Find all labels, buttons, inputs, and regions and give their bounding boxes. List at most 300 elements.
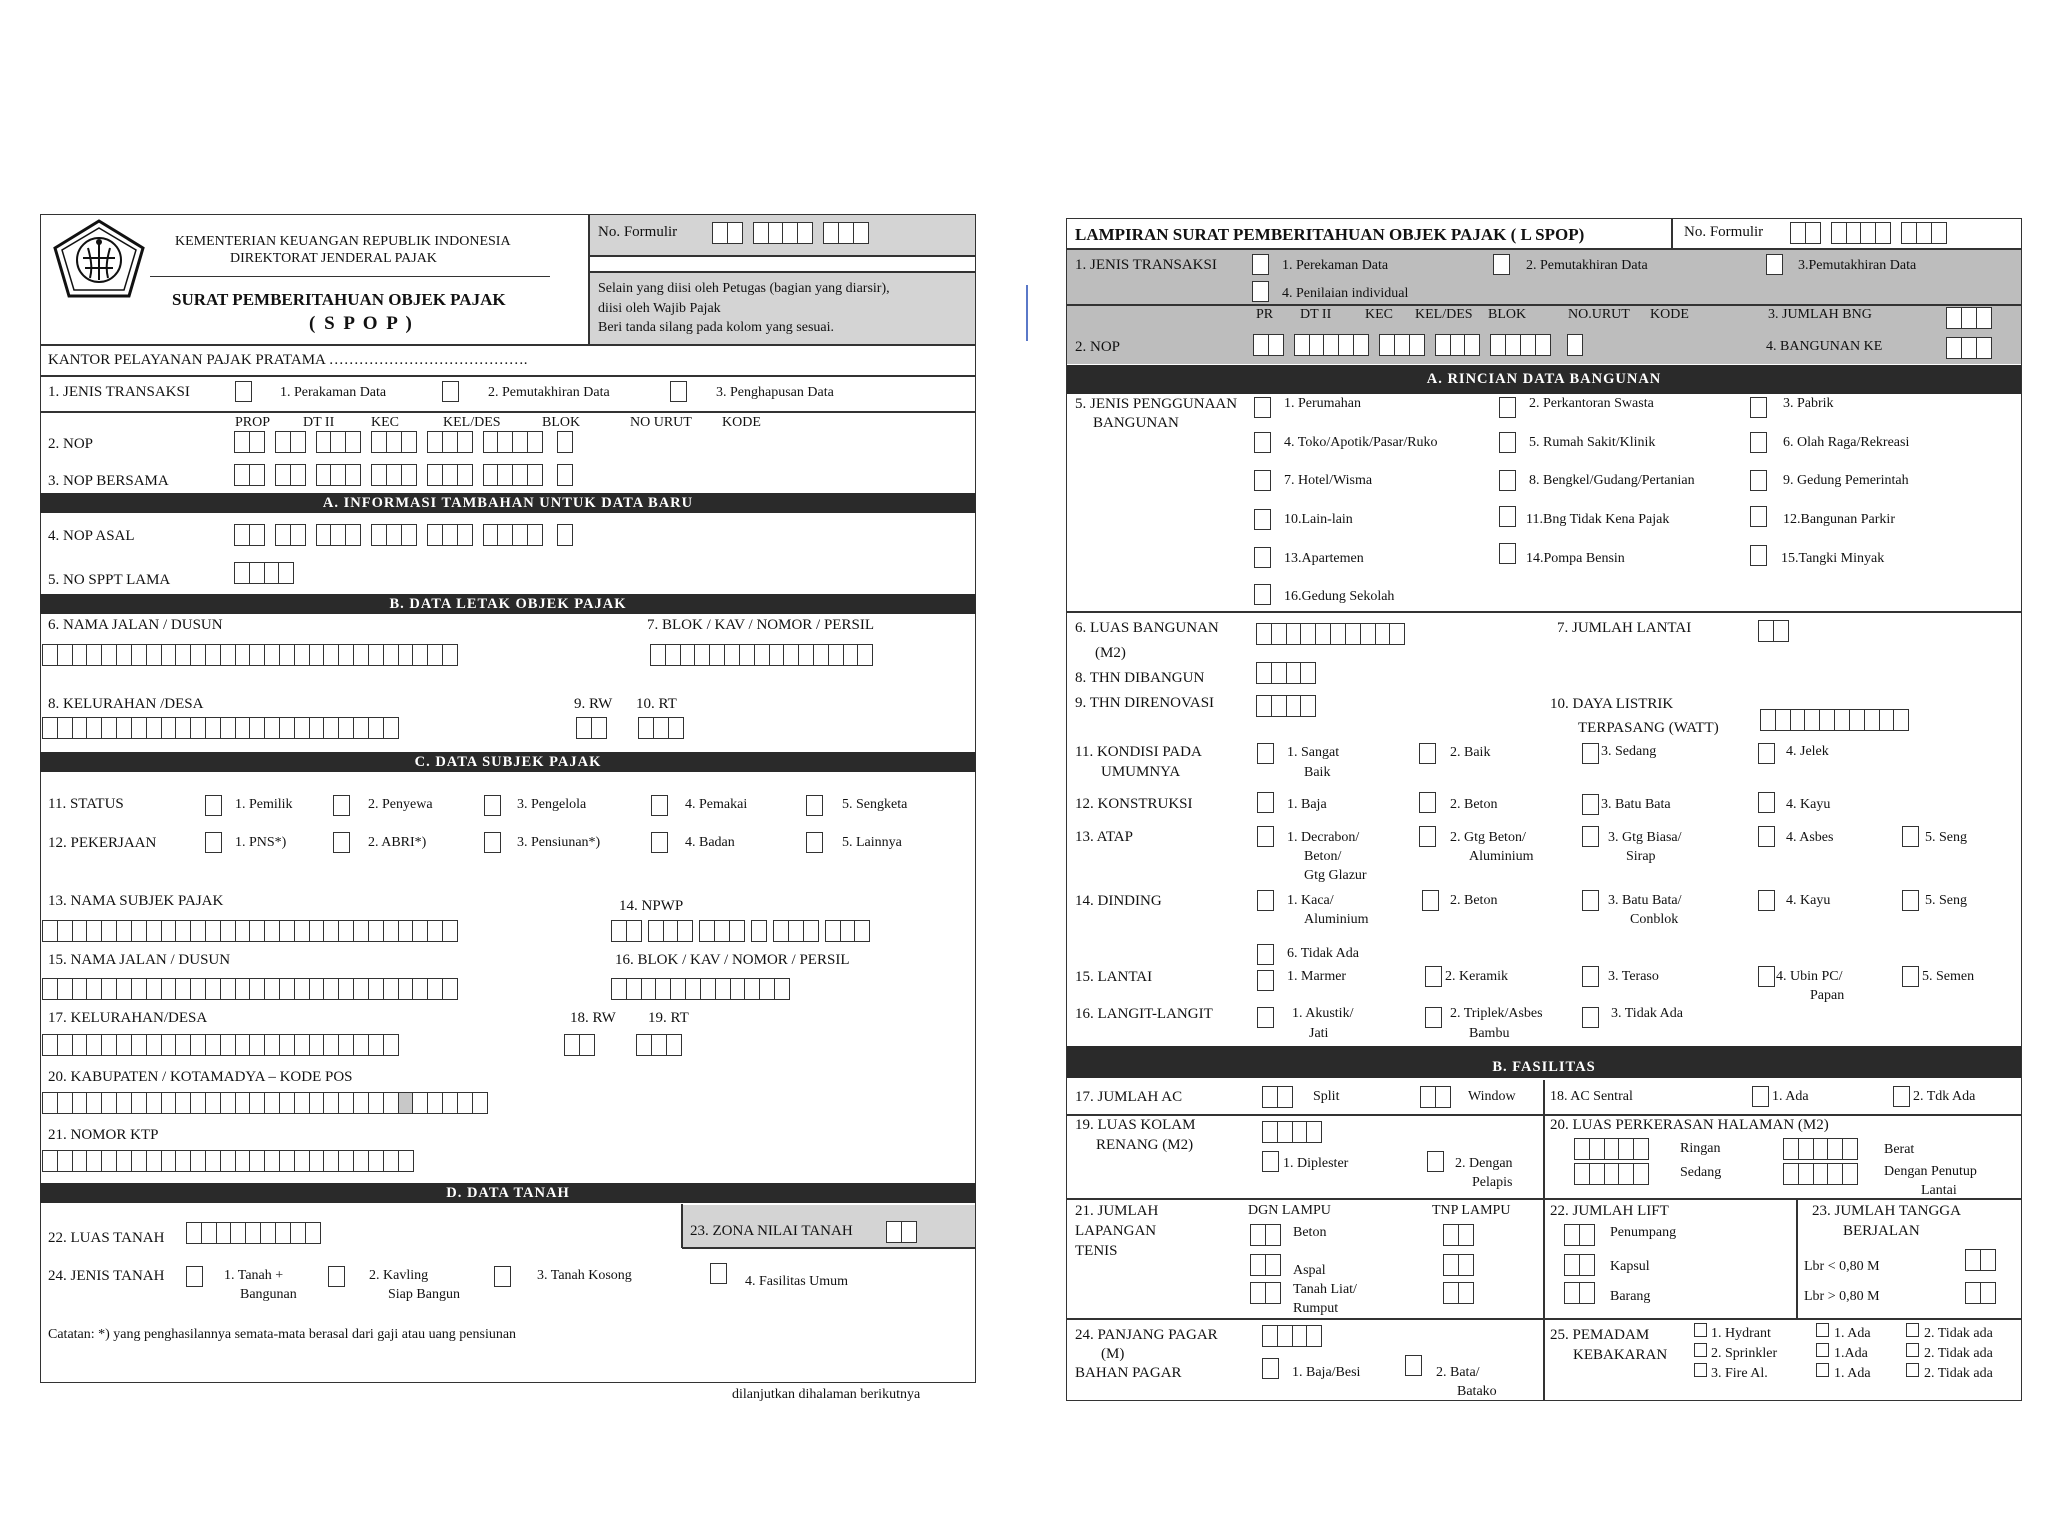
kolam-option-2: 2. Dengan bbox=[1455, 1156, 1513, 1171]
kondisi-option-2: 2. Baik bbox=[1450, 745, 1491, 760]
aspal-label: Aspal bbox=[1293, 1263, 1326, 1278]
pekerjaan-checkbox-2[interactable] bbox=[333, 832, 350, 853]
jp-option-9: 9. Gedung Pemerintah bbox=[1783, 473, 1909, 488]
kelurahan-boxes[interactable] bbox=[42, 717, 399, 739]
luas-bangunan-label: 6. LUAS BANGUNAN bbox=[1075, 620, 1219, 636]
jenis-tanah-checkbox-2[interactable] bbox=[328, 1266, 345, 1287]
jp-option-14: 14.Pompa Bensin bbox=[1526, 551, 1625, 566]
zona-boxes[interactable] bbox=[886, 1221, 917, 1243]
konstruksi-checkbox-1[interactable] bbox=[1257, 792, 1274, 813]
jp-checkbox-3[interactable] bbox=[1750, 397, 1767, 418]
jp-checkbox-10[interactable] bbox=[1254, 509, 1271, 530]
split-label: Split bbox=[1313, 1089, 1340, 1104]
pekerjaan-option-4: 4. Badan bbox=[685, 835, 735, 850]
jp-checkbox-9[interactable] bbox=[1750, 470, 1767, 491]
atap-option-1c: Gtg Glazur bbox=[1304, 868, 1367, 883]
hydrant-ada-label: 1. Ada bbox=[1834, 1326, 1871, 1341]
tenis-label-2: LAPANGAN bbox=[1075, 1223, 1157, 1239]
berat-label: Berat bbox=[1884, 1142, 1915, 1157]
jp-checkbox-14[interactable] bbox=[1499, 543, 1516, 564]
atap-option-1: 1. Decrabon/ bbox=[1287, 830, 1360, 845]
kondisi-checkbox-3[interactable] bbox=[1582, 743, 1599, 764]
sprinkler-label: 2. Sprinkler bbox=[1711, 1346, 1778, 1361]
nop-asal-label: 4. NOP ASAL bbox=[48, 528, 135, 544]
jp-checkbox-2[interactable] bbox=[1499, 397, 1516, 418]
lspop-jt-checkbox-2[interactable] bbox=[1493, 254, 1510, 275]
atap-checkbox-3[interactable] bbox=[1582, 826, 1599, 847]
jenis-tanah-checkbox-4[interactable] bbox=[710, 1263, 727, 1284]
thn-direnovasi-boxes[interactable] bbox=[1256, 695, 1316, 717]
pagar-label: 24. PANJANG PAGAR bbox=[1075, 1327, 1218, 1343]
thn-direnovasi-label: 9. THN DIRENOVASI bbox=[1075, 695, 1215, 711]
nama-jalan-boxes[interactable] bbox=[42, 644, 458, 666]
note-line-2: diisi oleh Wajib Pajak bbox=[598, 301, 721, 316]
kondisi-checkbox-1[interactable] bbox=[1257, 743, 1274, 764]
dinding-option-6: 6. Tidak Ada bbox=[1287, 946, 1359, 961]
pemadam-label-2: KEBAKARAN bbox=[1573, 1347, 1668, 1363]
kelurahan-label: 8. KELURAHAN /DESA bbox=[48, 696, 204, 712]
pekerjaan-checkbox-1[interactable] bbox=[205, 832, 222, 853]
jp-checkbox-12[interactable] bbox=[1750, 506, 1767, 527]
luas-tanah-label: 22. LUAS TANAH bbox=[48, 1230, 165, 1246]
dinding-label: 14. DINDING bbox=[1075, 893, 1162, 909]
lbr-large-label: Lbr > 0,80 M bbox=[1804, 1289, 1880, 1304]
dinding-option-1b: Aluminium bbox=[1304, 912, 1369, 927]
form-abbreviation: ( S P O P ) bbox=[309, 313, 414, 334]
dinding-option-2: 2. Beton bbox=[1450, 893, 1498, 908]
daya-listrik-boxes[interactable] bbox=[1760, 709, 1909, 731]
ac-sentral-checkbox-ada[interactable] bbox=[1752, 1086, 1769, 1107]
tenis-tanah-tnp-boxes[interactable] bbox=[1443, 1282, 1474, 1304]
tanah-liat-label-2: Rumput bbox=[1293, 1301, 1339, 1316]
split-ac-boxes[interactable] bbox=[1262, 1086, 1293, 1108]
pagar-unit: (M) bbox=[1101, 1346, 1125, 1362]
sppt-lama-label: 5. NO SPPT LAMA bbox=[48, 572, 171, 588]
fire-alarm-label: 3. Fire Al. bbox=[1711, 1366, 1768, 1381]
jt-checkbox-1[interactable] bbox=[235, 381, 252, 402]
jt-checkbox-3[interactable] bbox=[670, 381, 687, 402]
lift-label: 22. JUMLAH LIFT bbox=[1550, 1203, 1669, 1219]
status-checkbox-4[interactable] bbox=[651, 795, 668, 816]
lspop-jt-option-3: 3.Pemutakhiran Data bbox=[1798, 258, 1917, 273]
pekerjaan-option-2: 2. ABRI*) bbox=[368, 835, 427, 850]
kelurahan-2-label: 17. KELURAHAN/DESA bbox=[48, 1010, 208, 1026]
konstruksi-option-2: 2. Beton bbox=[1450, 797, 1498, 812]
kantor-label: KANTOR PELAYANAN PAJAK PRATAMA …………………………………. bbox=[48, 352, 528, 368]
ac-sentral-checkbox-tdk[interactable] bbox=[1893, 1086, 1910, 1107]
status-checkbox-1[interactable] bbox=[205, 795, 222, 816]
jp-checkbox-1[interactable] bbox=[1254, 397, 1271, 418]
sprinkler-tdk-checkbox[interactable] bbox=[1906, 1343, 1919, 1357]
bahan-pagar-option-1: 1. Baja/Besi bbox=[1292, 1365, 1361, 1380]
dinding-checkbox-1[interactable] bbox=[1257, 890, 1274, 911]
lspop-nop-boxes[interactable] bbox=[1253, 334, 1583, 356]
pekerjaan-label: 12. PEKERJAAN bbox=[48, 835, 157, 851]
kapsul-label: Kapsul bbox=[1610, 1259, 1650, 1274]
konstruksi-option-1: 1. Baja bbox=[1287, 797, 1327, 812]
tnp-lampu-label: TNP LAMPU bbox=[1432, 1203, 1511, 1218]
dinding-checkbox-6[interactable] bbox=[1257, 944, 1274, 965]
form-title: SURAT PEMBERITAHUAN OBJEK PAJAK bbox=[172, 290, 506, 309]
catatan-note: Catatan: *) yang penghasilannya semata-mata berasal dari gaji atau uang pensiunan bbox=[48, 1327, 517, 1342]
jp-checkbox-7[interactable] bbox=[1254, 470, 1271, 491]
tenis-aspal-dgn-boxes[interactable] bbox=[1250, 1254, 1281, 1276]
nop-bersama-boxes[interactable] bbox=[234, 464, 573, 486]
cursor-line bbox=[1026, 285, 1028, 341]
rt-2-boxes[interactable] bbox=[636, 1034, 682, 1056]
sprinkler-ada-label: 1.Ada bbox=[1834, 1346, 1868, 1361]
lspop-nop-label: 2. NOP bbox=[1075, 339, 1121, 355]
jt-checkbox-2[interactable] bbox=[442, 381, 459, 402]
konstruksi-option-3: 3. Batu Bata bbox=[1601, 797, 1671, 812]
kondisi-option-1: 1. Sangat bbox=[1287, 745, 1340, 760]
jenis-penggunaan-label-2: BANGUNAN bbox=[1093, 415, 1179, 431]
lspop-jt-option-1: 1. Perekaman Data bbox=[1282, 258, 1389, 273]
kondisi-checkbox-4[interactable] bbox=[1758, 743, 1775, 764]
atap-option-2b: Aluminium bbox=[1469, 849, 1534, 864]
sppt-lama-boxes[interactable] bbox=[234, 562, 294, 584]
blok-kav-label: 7. BLOK / KAV / NOMOR / PERSIL bbox=[647, 617, 874, 633]
tenis-beton-dgn-boxes[interactable] bbox=[1250, 1224, 1281, 1246]
perkerasan-sedang-boxes[interactable] bbox=[1574, 1163, 1649, 1185]
lbr-small-label: Lbr < 0,80 M bbox=[1804, 1259, 1880, 1274]
jp-option-6: 6. Olah Raga/Rekreasi bbox=[1783, 435, 1910, 450]
tanah-liat-label: Tanah Liat/ bbox=[1293, 1282, 1357, 1297]
hydrant-checkbox[interactable] bbox=[1694, 1323, 1707, 1337]
jp-checkbox-5[interactable] bbox=[1499, 432, 1516, 453]
no-formulir-boxes[interactable] bbox=[712, 222, 869, 244]
bahan-pagar-label: BAHAN PAGAR bbox=[1075, 1365, 1182, 1381]
jp-option-3: 3. Pabrik bbox=[1783, 396, 1834, 411]
lspop-jt-option-4: 4. Penilaian individual bbox=[1282, 286, 1409, 301]
jp-checkbox-4[interactable] bbox=[1254, 432, 1271, 453]
jt-option-2: 2. Pemutakhiran Data bbox=[488, 385, 610, 400]
jp-checkbox-16[interactable] bbox=[1254, 584, 1271, 605]
jumlah-ac-label: 17. JUMLAH AC bbox=[1075, 1089, 1183, 1105]
nama-subjek-label: 13. NAMA SUBJEK PAJAK bbox=[48, 893, 224, 909]
continued-note: dilanjutkan dihalaman berikutnya bbox=[732, 1387, 921, 1402]
kondisi-label: 11. KONDISI PADA bbox=[1075, 744, 1202, 760]
langit-checkbox-2[interactable] bbox=[1425, 1007, 1442, 1028]
directorate-name: DIREKTORAT JENDERAL PAJAK bbox=[230, 251, 437, 266]
perkerasan-penutup-boxes[interactable] bbox=[1783, 1163, 1858, 1185]
lantai-checkbox-1[interactable] bbox=[1257, 970, 1274, 991]
lspop-jt-checkbox-4[interactable] bbox=[1252, 281, 1269, 302]
note-line-3: Beri tanda silang pada kolom yang sesuai. bbox=[598, 320, 834, 335]
rw-2-boxes[interactable] bbox=[564, 1034, 595, 1056]
lantai-option-2: 2. Keramik bbox=[1445, 969, 1508, 984]
status-label: 11. STATUS bbox=[48, 796, 124, 812]
lantai-checkbox-5[interactable] bbox=[1902, 966, 1919, 987]
ministry-emblem-logo bbox=[50, 218, 148, 300]
konstruksi-option-4: 4. Kayu bbox=[1786, 797, 1831, 812]
fire-alarm-tdk-checkbox[interactable] bbox=[1906, 1363, 1919, 1377]
lspop-col-kec: KEC bbox=[1365, 307, 1393, 322]
jenis-transaksi-label: 1. JENIS TRANSAKSI bbox=[48, 384, 190, 400]
sprinkler-ada-checkbox[interactable] bbox=[1816, 1343, 1829, 1357]
jp-option-10: 10.Lain-lain bbox=[1284, 512, 1353, 527]
langit-option-1b: Jati bbox=[1309, 1026, 1329, 1041]
jumlah-lantai-boxes[interactable] bbox=[1758, 620, 1789, 642]
status-checkbox-5[interactable] bbox=[806, 795, 823, 816]
dinding-checkbox-3[interactable] bbox=[1582, 890, 1599, 911]
daya-listrik-label: 10. DAYA LISTRIK bbox=[1550, 696, 1674, 712]
kolam-boxes[interactable] bbox=[1262, 1121, 1322, 1143]
tenis-tanah-dgn-boxes[interactable] bbox=[1250, 1282, 1281, 1304]
nop-boxes[interactable] bbox=[234, 431, 573, 453]
col-prop: PROP bbox=[235, 415, 271, 430]
sprinkler-tdk-label: 2. Tidak ada bbox=[1924, 1346, 1993, 1361]
pagar-boxes[interactable] bbox=[1262, 1325, 1322, 1347]
kondisi-option-3: 3. Sedang bbox=[1601, 744, 1657, 759]
lspop-col-kode: KODE bbox=[1650, 307, 1689, 322]
kondisi-option-1b: Baik bbox=[1304, 765, 1331, 780]
jumlah-lantai-label: 7. JUMLAH LANTAI bbox=[1557, 620, 1692, 636]
ministry-name: KEMENTERIAN KEUANGAN REPUBLIK INDONESIA bbox=[175, 234, 511, 249]
lspop-section-a-header: A. RINCIAN DATA BANGUNAN bbox=[1067, 365, 2021, 394]
atap-option-3b: Sirap bbox=[1626, 849, 1656, 864]
col-kode: KODE bbox=[722, 415, 761, 430]
atap-option-1b: Beton/ bbox=[1304, 849, 1342, 864]
nama-jalan-2-label: 15. NAMA JALAN / DUSUN bbox=[48, 952, 231, 968]
jenis-tanah-checkbox-3[interactable] bbox=[494, 1266, 511, 1287]
langit-option-2b: Bambu bbox=[1469, 1026, 1510, 1041]
jp-checkbox-6[interactable] bbox=[1750, 432, 1767, 453]
lspop-col-kel: KEL/DES bbox=[1415, 307, 1473, 322]
lantai-checkbox-3[interactable] bbox=[1582, 966, 1599, 987]
kolam-label: 19. LUAS KOLAM bbox=[1075, 1117, 1196, 1133]
status-option-1: 1. Pemilik bbox=[235, 797, 293, 812]
jp-checkbox-11[interactable] bbox=[1499, 506, 1516, 527]
konstruksi-checkbox-2[interactable] bbox=[1419, 792, 1436, 813]
bahan-pagar-checkbox-2[interactable] bbox=[1405, 1355, 1422, 1376]
jenis-penggunaan-label: 5. JENIS PENGGUNAAN bbox=[1075, 396, 1238, 412]
tenis-label: 21. JUMLAH bbox=[1075, 1203, 1159, 1219]
tenis-beton-tnp-boxes[interactable] bbox=[1443, 1224, 1474, 1246]
kondisi-checkbox-2[interactable] bbox=[1419, 743, 1436, 764]
atap-option-3: 3. Gtg Biasa/ bbox=[1608, 830, 1682, 845]
fire-alarm-tdk-label: 2. Tidak ada bbox=[1924, 1366, 1993, 1381]
nop-asal-boxes[interactable] bbox=[234, 524, 573, 546]
npwp-boxes[interactable] bbox=[611, 920, 870, 942]
lspop-jt-option-2: 2. Pemutakhiran Data bbox=[1526, 258, 1648, 273]
ac-sentral-option-tdk: 2. Tdk Ada bbox=[1913, 1089, 1976, 1104]
lspop-title: LAMPIRAN SURAT PEMBERITAHUAN OBJEK PAJAK ( L SPOP) bbox=[1075, 225, 1585, 244]
jenis-tanah-option-4: 4. Fasilitas Umum bbox=[745, 1274, 849, 1289]
lspop-jt-checkbox-3[interactable] bbox=[1766, 254, 1783, 275]
atap-checkbox-4[interactable] bbox=[1758, 826, 1775, 847]
sedang-label: Sedang bbox=[1680, 1165, 1722, 1180]
dinding-option-3b: Conblok bbox=[1630, 912, 1679, 927]
jp-option-5: 5. Rumah Sakit/Klinik bbox=[1529, 435, 1656, 450]
lspop-jt-checkbox-1[interactable] bbox=[1252, 254, 1269, 275]
note-line-1: Selain yang diisi oleh Petugas (bagian yang diarsir), bbox=[598, 281, 890, 296]
lift-kapsul-boxes[interactable] bbox=[1564, 1254, 1595, 1276]
section-d-header: D. DATA TANAH bbox=[40, 1183, 976, 1203]
hydrant-ada-checkbox[interactable] bbox=[1816, 1323, 1829, 1337]
bahan-pagar-option-2: 2. Bata/ bbox=[1436, 1365, 1480, 1380]
blok-kav-boxes[interactable] bbox=[650, 644, 873, 666]
section-c-header: C. DATA SUBJEK PAJAK bbox=[40, 752, 976, 772]
lantai-label: 15. LANTAI bbox=[1075, 969, 1153, 985]
jenis-tanah-checkbox-1[interactable] bbox=[186, 1266, 203, 1287]
atap-option-5: 5. Seng bbox=[1925, 830, 1967, 845]
perkerasan-berat-boxes[interactable] bbox=[1783, 1138, 1858, 1160]
col-nourut: NO URUT bbox=[630, 415, 692, 430]
dinding-option-3: 3. Batu Bata/ bbox=[1608, 893, 1682, 908]
barang-label: Barang bbox=[1610, 1289, 1651, 1304]
jt-option-3: 3. Penghapusan Data bbox=[716, 385, 834, 400]
rw-label: 9. RW bbox=[574, 696, 613, 712]
jumlah-bng-boxes[interactable] bbox=[1946, 307, 1992, 329]
kolam-checkbox-1[interactable] bbox=[1262, 1151, 1279, 1172]
npwp-label: 14. NPWP bbox=[619, 898, 684, 914]
luas-bangunan-boxes[interactable] bbox=[1256, 623, 1405, 645]
lspop-no-formulir-boxes[interactable] bbox=[1790, 222, 1947, 244]
fire-alarm-ada-checkbox[interactable] bbox=[1816, 1363, 1829, 1377]
konstruksi-checkbox-3[interactable] bbox=[1582, 794, 1599, 815]
tangga-label-2: BERJALAN bbox=[1843, 1223, 1920, 1239]
hydrant-tdk-checkbox[interactable] bbox=[1906, 1323, 1919, 1337]
col-kec: KEC bbox=[371, 415, 399, 430]
pekerjaan-checkbox-3[interactable] bbox=[484, 832, 501, 853]
window-ac-boxes[interactable] bbox=[1420, 1086, 1451, 1108]
nama-subjek-boxes[interactable] bbox=[42, 920, 458, 942]
jenis-tanah-option-2: 2. Kavling bbox=[369, 1268, 429, 1283]
langit-label: 16. LANGIT-LANGIT bbox=[1075, 1006, 1213, 1022]
kolam-checkbox-2[interactable] bbox=[1427, 1151, 1444, 1172]
jp-option-8: 8. Bengkel/Gudang/Pertanian bbox=[1529, 473, 1695, 488]
lantai-option-4: 4. Ubin PC/ bbox=[1776, 969, 1843, 984]
langit-option-3: 3. Tidak Ada bbox=[1611, 1006, 1683, 1021]
status-option-4: 4. Pemakai bbox=[685, 797, 748, 812]
luas-bangunan-unit: (M2) bbox=[1095, 645, 1126, 661]
thn-dibangun-boxes[interactable] bbox=[1256, 662, 1316, 684]
jp-option-16: 16.Gedung Sekolah bbox=[1284, 589, 1395, 604]
blok-kav-2-boxes[interactable] bbox=[611, 978, 790, 1000]
jenis-tanah-option-2b: Siap Bangun bbox=[388, 1287, 460, 1302]
ktp-label: 21. NOMOR KTP bbox=[48, 1127, 159, 1143]
dinding-option-1: 1. Kaca/ bbox=[1287, 893, 1334, 908]
jp-checkbox-8[interactable] bbox=[1499, 470, 1516, 491]
jp-checkbox-15[interactable] bbox=[1750, 545, 1767, 566]
lspop-col-pr: PR bbox=[1256, 307, 1274, 322]
konstruksi-label: 12. KONSTRUKSI bbox=[1075, 796, 1193, 812]
tangga-large-boxes[interactable] bbox=[1965, 1282, 1996, 1304]
langit-checkbox-1[interactable] bbox=[1257, 1007, 1274, 1028]
fire-alarm-ada-label: 1. Ada bbox=[1834, 1366, 1871, 1381]
penutup-label: Dengan Penutup bbox=[1884, 1164, 1977, 1179]
pemadam-label: 25. PEMADAM bbox=[1550, 1327, 1650, 1343]
tenis-aspal-tnp-boxes[interactable] bbox=[1443, 1254, 1474, 1276]
jp-option-2: 2. Perkantoran Swasta bbox=[1529, 396, 1654, 411]
perkerasan-ringan-boxes[interactable] bbox=[1574, 1138, 1649, 1160]
ac-sentral-option-ada: 1. Ada bbox=[1772, 1089, 1809, 1104]
jp-option-4: 4. Toko/Apotik/Pasar/Ruko bbox=[1284, 435, 1438, 450]
nama-jalan-label: 6. NAMA JALAN / DUSUN bbox=[48, 617, 223, 633]
jp-option-7: 7. Hotel/Wisma bbox=[1284, 473, 1373, 488]
lift-penumpang-boxes[interactable] bbox=[1564, 1224, 1595, 1246]
col-kel: KEL/DES bbox=[443, 415, 501, 430]
pekerjaan-checkbox-4[interactable] bbox=[651, 832, 668, 853]
lspop-section-b-header: B. FASILITAS bbox=[1067, 1046, 2021, 1078]
tangga-small-boxes[interactable] bbox=[1965, 1249, 1996, 1271]
langit-option-1: 1. Akustik/ bbox=[1292, 1006, 1354, 1021]
sprinkler-checkbox[interactable] bbox=[1694, 1343, 1707, 1357]
nop-label: 2. NOP bbox=[48, 436, 94, 452]
lantai-option-4b: Papan bbox=[1810, 988, 1845, 1003]
penumpang-label: Penumpang bbox=[1610, 1225, 1677, 1240]
luas-tanah-boxes[interactable] bbox=[186, 1222, 321, 1244]
jp-option-15: 15.Tangki Minyak bbox=[1781, 551, 1885, 566]
rw-boxes[interactable] bbox=[576, 717, 607, 739]
status-checkbox-3[interactable] bbox=[484, 795, 501, 816]
rt-2-label: 19. RT bbox=[648, 1010, 689, 1026]
rt-boxes[interactable] bbox=[638, 717, 684, 739]
kelurahan-2-boxes[interactable] bbox=[42, 1034, 399, 1056]
pekerjaan-option-5: 5. Lainnya bbox=[842, 835, 902, 850]
rt-label: 10. RT bbox=[636, 696, 677, 712]
status-checkbox-2[interactable] bbox=[333, 795, 350, 816]
kolam-option-1: 1. Diplester bbox=[1283, 1156, 1349, 1171]
nop-bersama-label: 3. NOP BERSAMA bbox=[48, 473, 169, 489]
jp-option-1: 1. Perumahan bbox=[1284, 396, 1361, 411]
thn-dibangun-label: 8. THN DIBANGUN bbox=[1075, 670, 1205, 686]
dinding-checkbox-5[interactable] bbox=[1902, 890, 1919, 911]
blok-kav-2-label: 16. BLOK / KAV / NOMOR / PERSIL bbox=[615, 952, 850, 968]
lspop-jenis-transaksi-label: 1. JENIS TRANSAKSI bbox=[1075, 257, 1217, 273]
nama-jalan-2-boxes[interactable] bbox=[42, 978, 458, 1000]
lantai-checkbox-2[interactable] bbox=[1425, 966, 1442, 987]
dgn-lampu-label: DGN LAMPU bbox=[1248, 1203, 1331, 1218]
ktp-boxes[interactable] bbox=[42, 1150, 414, 1172]
ac-sentral-label: 18. AC Sentral bbox=[1550, 1089, 1633, 1104]
lantai-option-3: 3. Teraso bbox=[1608, 969, 1659, 984]
atap-checkbox-5[interactable] bbox=[1902, 826, 1919, 847]
zona-label: 23. ZONA NILAI TANAH bbox=[690, 1223, 853, 1239]
bangunan-ke-label: 4. BANGUNAN KE bbox=[1766, 339, 1883, 354]
lantai-option-5: 5. Semen bbox=[1922, 969, 1975, 984]
jp-checkbox-13[interactable] bbox=[1254, 547, 1271, 568]
bahan-pagar-checkbox-1[interactable] bbox=[1262, 1358, 1279, 1379]
atap-option-2: 2. Gtg Beton/ bbox=[1450, 830, 1526, 845]
perkerasan-label: 20. LUAS PERKERASAN HALAMAN (M2) bbox=[1550, 1117, 1829, 1133]
lift-barang-boxes[interactable] bbox=[1564, 1282, 1595, 1304]
atap-checkbox-1[interactable] bbox=[1257, 826, 1274, 847]
bangunan-ke-boxes[interactable] bbox=[1946, 337, 1992, 359]
kolam-option-2b: Pelapis bbox=[1472, 1175, 1513, 1190]
dinding-checkbox-2[interactable] bbox=[1422, 890, 1439, 911]
tenis-label-3: TENIS bbox=[1075, 1243, 1118, 1259]
section-a-header: A. INFORMASI TAMBAHAN UNTUK DATA BARU bbox=[40, 493, 976, 513]
langit-checkbox-3[interactable] bbox=[1582, 1007, 1599, 1028]
langit-option-2: 2. Triplek/Asbes bbox=[1450, 1006, 1543, 1021]
atap-checkbox-2[interactable] bbox=[1419, 826, 1436, 847]
fire-alarm-checkbox[interactable] bbox=[1694, 1363, 1707, 1377]
lspop-no-formulir-label: No. Formulir bbox=[1684, 224, 1764, 240]
kabupaten-boxes[interactable] bbox=[42, 1092, 488, 1114]
penutup-label-2: Lantai bbox=[1921, 1183, 1957, 1198]
dinding-option-5: 5. Seng bbox=[1925, 893, 1967, 908]
pekerjaan-checkbox-5[interactable] bbox=[806, 832, 823, 853]
dinding-option-4: 4. Kayu bbox=[1786, 893, 1831, 908]
jenis-tanah-label: 24. JENIS TANAH bbox=[48, 1268, 165, 1284]
col-blok: BLOK bbox=[542, 415, 581, 430]
konstruksi-checkbox-4[interactable] bbox=[1758, 792, 1775, 813]
atap-label: 13. ATAP bbox=[1075, 829, 1133, 845]
lantai-checkbox-4[interactable] bbox=[1758, 966, 1775, 987]
dinding-checkbox-4[interactable] bbox=[1758, 890, 1775, 911]
